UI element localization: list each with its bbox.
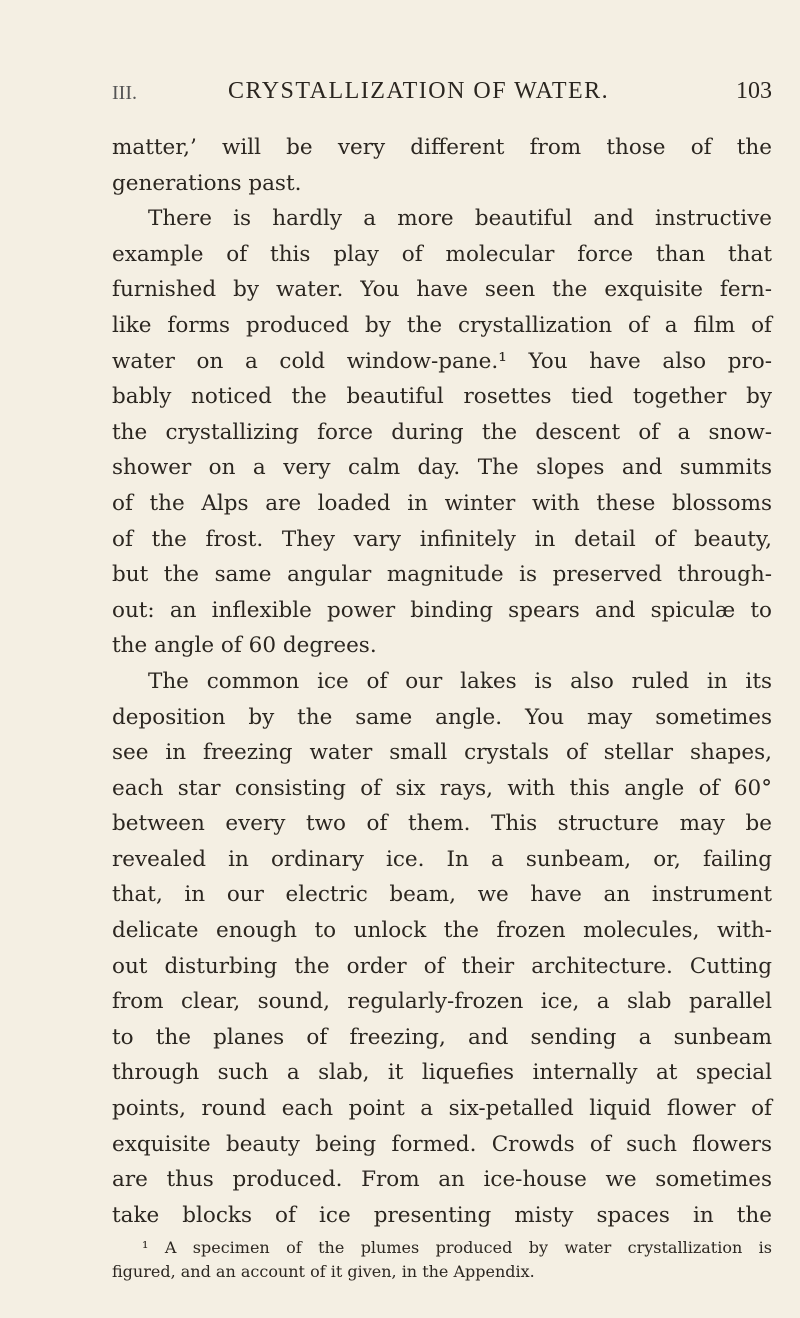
text-line: see in freezing water small crystals of stellar shapes,: [112, 740, 772, 766]
text-line: the angle of 60 degrees.: [112, 633, 377, 659]
text-line: furnished by water. You have seen the exquisite fern-: [112, 277, 772, 303]
text-line: generations past.: [112, 170, 302, 196]
text-line: revealed in ordinary ice. In a sunbeam, or, failing: [112, 846, 772, 872]
footnotes: [112, 1236, 772, 1284]
text-line: each star consisting of six rays, with this angle of 60°: [112, 775, 772, 801]
text-line: exquisite beauty being formed. Crowds of such flowers: [112, 1131, 772, 1157]
text-line: are thus produced. From an ice-house we sometimes: [112, 1167, 772, 1193]
footnote-line: figured, and an account of it given, in the Appendix.: [112, 1262, 535, 1281]
running-header: [112, 78, 772, 112]
text-line: out: an inflexible power binding spears and spiculæ to: [112, 597, 772, 623]
text-line: deposition by the same angle. You may sometimes: [112, 704, 772, 730]
text-line: points, round each point a six-petalled liquid flower of: [112, 1096, 772, 1122]
text-line: take blocks of ice presenting misty spaces in the: [112, 1202, 772, 1228]
text-line: shower on a very calm day. The slopes and summits: [112, 455, 772, 481]
page-number: 103: [736, 78, 772, 104]
text-line: There is hardly a more beautiful and instructive: [148, 206, 772, 232]
body-text: [112, 130, 772, 1233]
text-line: of the Alps are loaded in winter with these blossoms: [112, 490, 772, 516]
text-line: like forms produced by the crystallization of a film of: [112, 312, 772, 338]
text-line: that, in our electric beam, we have an instrument: [112, 882, 772, 908]
text-line: example of this play of molecular force than that: [112, 241, 772, 267]
text-line: the crystallizing force during the descent of a snow-: [112, 419, 772, 445]
text-line: of the frost. They vary infinitely in detail of beauty,: [112, 526, 772, 552]
text-line: through such a slab, it liquefies internally at special: [112, 1060, 772, 1086]
text-line: out disturbing the order of their architecture. Cutting: [112, 953, 772, 979]
text-line: from clear, sound, regularly-frozen ice, a slab parallel: [112, 989, 772, 1015]
text-line: matter,’ will be very different from those of the: [112, 135, 772, 160]
text-line: to the planes of freezing, and sending a sunbeam: [112, 1024, 772, 1050]
chapter-number: III.: [112, 82, 137, 104]
running-title: CRYSTALLIZATION OF WATER.: [228, 78, 610, 104]
text-line: delicate enough to unlock the frozen molecules, with-: [112, 918, 772, 944]
text-line: water on a cold window-pane.¹ You have also pro-: [112, 348, 772, 374]
text-line: The common ice of our lakes is also ruled in its: [148, 668, 772, 694]
text-line: bably noticed the beautiful rosettes tied together by: [112, 384, 772, 410]
text-line: between every two of them. This structure may be: [112, 811, 772, 837]
text-line: but the same angular magnitude is preserved through-: [112, 562, 772, 588]
footnote-line: ¹ A specimen of the plumes produced by water crystallization is: [142, 1238, 772, 1257]
